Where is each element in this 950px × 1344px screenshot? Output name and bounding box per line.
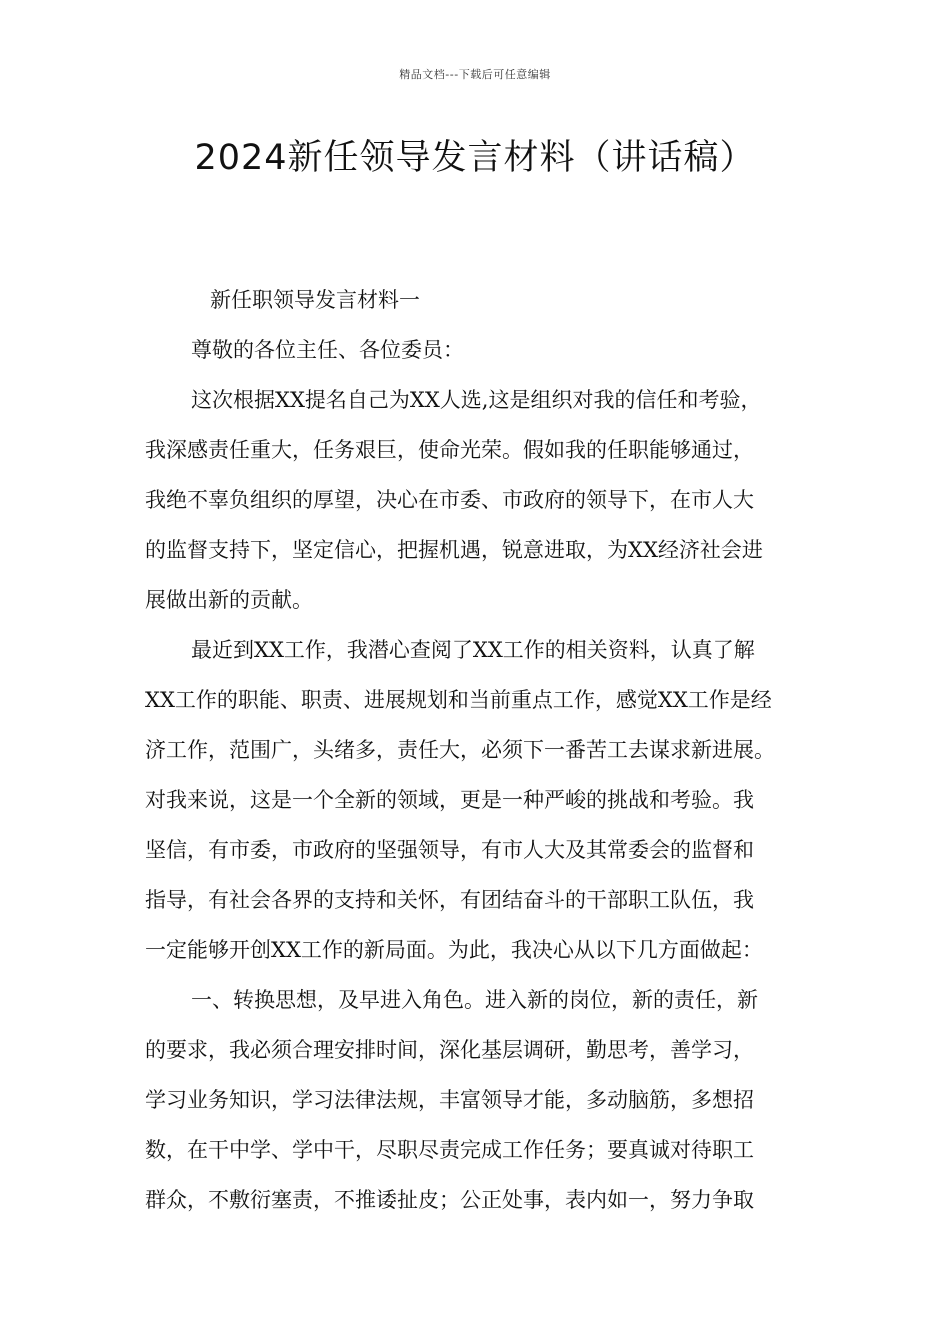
section-heading: 新任职领导发言材料一	[210, 288, 420, 312]
paragraph-line: 这次根据XX提名自己为XX人选,这是组织对我的信任和考验，	[191, 388, 762, 412]
salutation: 尊敬的各位主任、各位委员：	[191, 338, 464, 362]
paragraph-line: 的监督支持下，坚定信心，把握机遇，锐意进取，为XX经济社会进	[145, 538, 763, 562]
paragraph-line: 一定能够开创XX工作的新局面。为此，我决心从以下几方面做起：	[145, 938, 763, 962]
paragraph-line: XX工作的职能、职责、进展规划和当前重点工作，感觉XX工作是经	[145, 688, 772, 712]
paragraph-line: 指导，有社会各界的支持和关怀，有团结奋斗的干部职工队伍，我	[145, 888, 754, 912]
header-note: 精品文档---下载后可任意编辑	[399, 68, 551, 81]
paragraph-line: 我深感责任重大，任务艰巨，使命光荣。假如我的任职能够通过，	[145, 438, 754, 462]
paragraph-line: 对我来说，这是一个全新的领域，更是一种严峻的挑战和考验。我	[145, 788, 754, 812]
paragraph-line: 济工作，范围广，头绪多，责任大，必须下一番苦工去谋求新进展。	[145, 738, 775, 762]
paragraph-line: 一、转换思想，及早进入角色。进入新的岗位，新的责任，新	[191, 988, 758, 1012]
paragraph-line: 我绝不辜负组织的厚望，决心在市委、市政府的领导下，在市人大	[145, 488, 754, 512]
paragraph-line: 坚信，有市委，市政府的坚强领导，有市人大及其常委会的监督和	[145, 838, 754, 862]
paragraph-line: 群众，不敷衍塞责，不推诿扯皮；公正处事，表内如一，努力争取	[145, 1188, 754, 1212]
paragraph-line: 的要求，我必须合理安排时间，深化基层调研，勤思考，善学习，	[145, 1038, 754, 1062]
paragraph-line: 最近到XX工作，我潜心查阅了XX工作的相关资料，认真了解	[191, 638, 755, 662]
document-title: 2024新任领导发言材料（讲话稿）	[194, 138, 756, 178]
paragraph-line: 展做出新的贡献。	[145, 588, 313, 612]
paragraph-line: 数，在干中学、学中干，尽职尽责完成工作任务；要真诚对待职工	[145, 1138, 754, 1162]
document-body	[145, 284, 815, 1234]
paragraph-line: 学习业务知识，学习法律法规，丰富领导才能，多动脑筋，多想招	[145, 1088, 754, 1112]
